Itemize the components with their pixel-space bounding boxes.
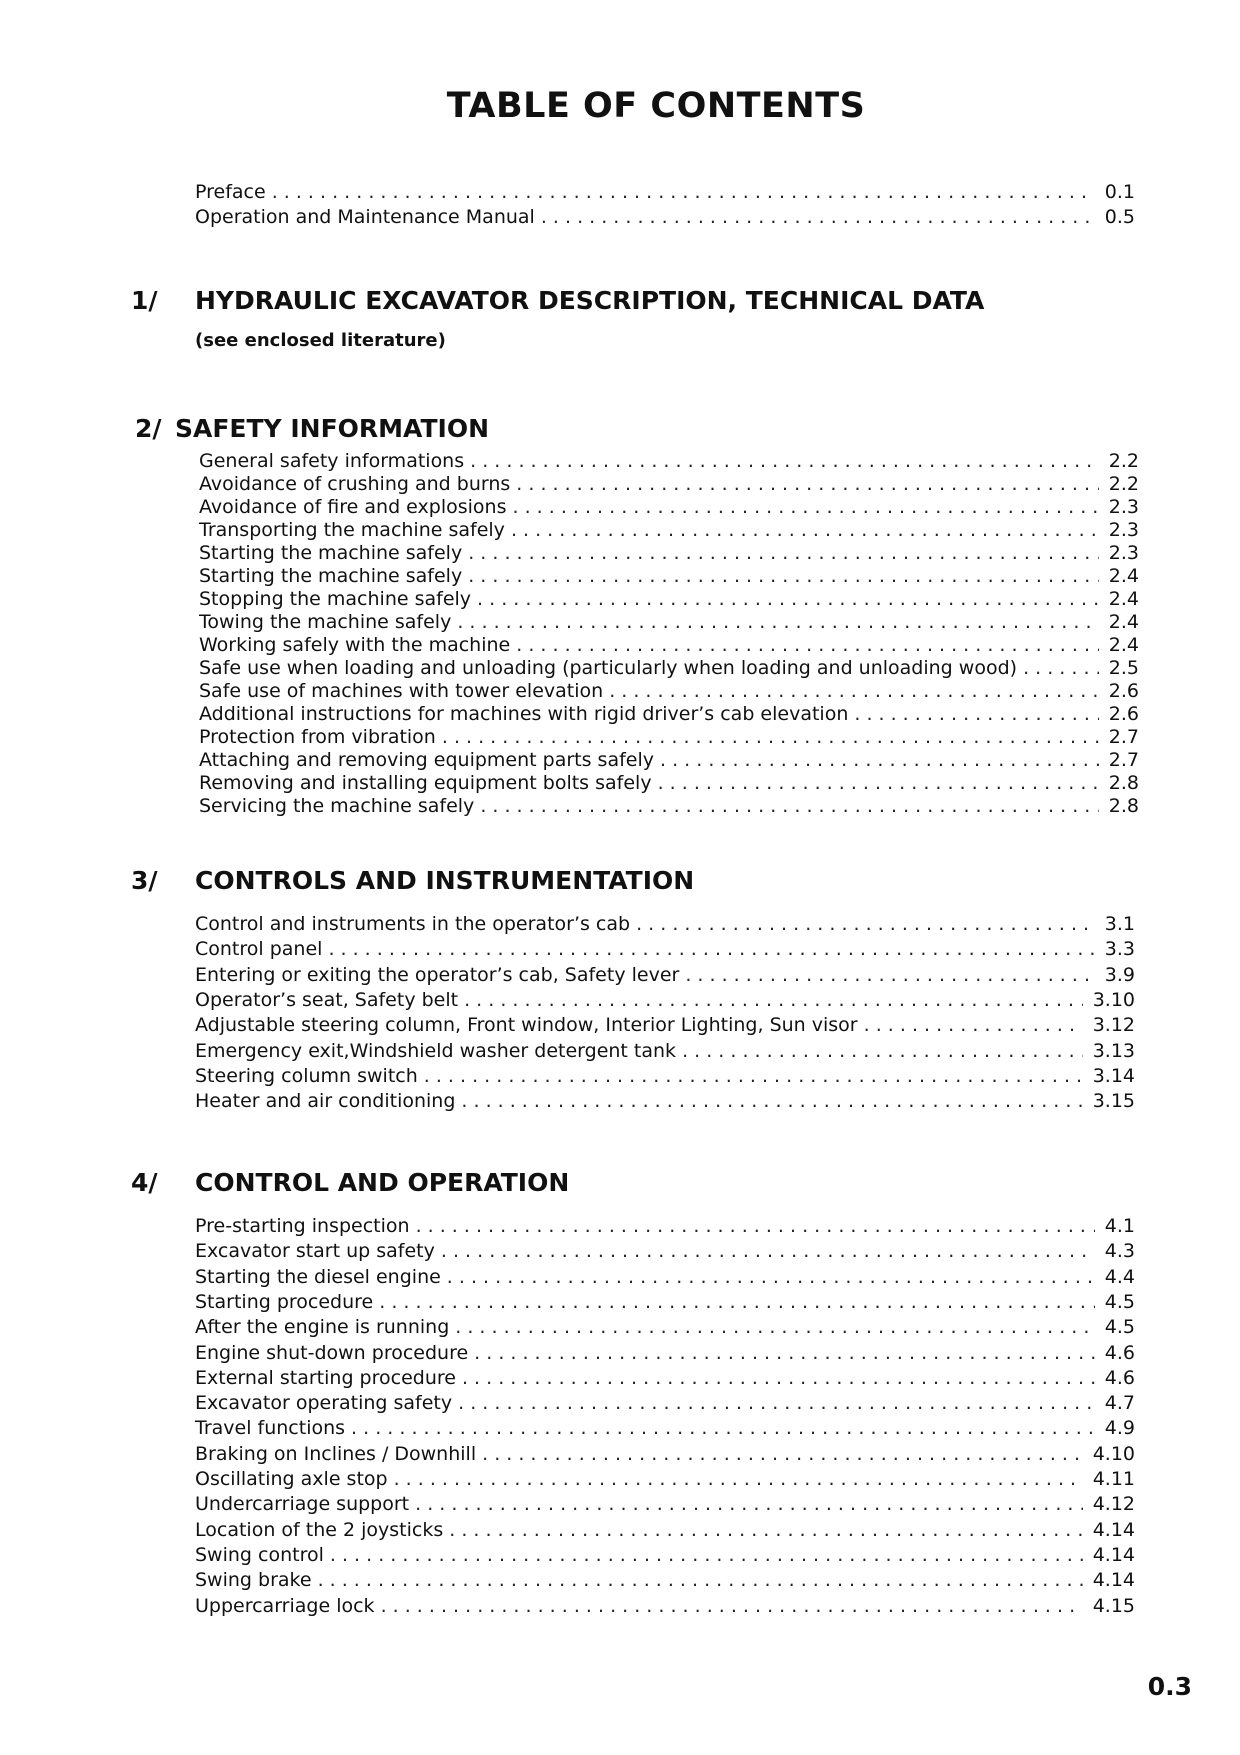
entry-label: Steering column switch — [195, 1064, 418, 1087]
leader-dots — [516, 473, 1099, 496]
leader-dots — [272, 181, 1095, 204]
entry-label: Towing the machine safely — [199, 611, 452, 633]
toc-entry[interactable] — [199, 634, 1139, 657]
entry-page: 2.2 — [1108, 473, 1139, 495]
entry-label: Swing control — [195, 1543, 324, 1566]
section-1-note: (see enclosed literature) — [195, 330, 446, 351]
leader-dots — [330, 1544, 1083, 1567]
toc-entry[interactable] — [195, 1014, 1135, 1037]
leader-dots — [442, 726, 1099, 749]
toc-entry[interactable] — [199, 772, 1139, 795]
toc-entry[interactable] — [199, 473, 1139, 496]
toc-entry[interactable] — [195, 1519, 1135, 1542]
entry-label: General safety informations — [199, 450, 465, 472]
entry-page: 4.3 — [1104, 1240, 1135, 1263]
toc-entry[interactable] — [195, 938, 1135, 961]
toc-entry[interactable] — [199, 450, 1139, 473]
entry-page: 2.8 — [1108, 795, 1139, 817]
entry-label: Attaching and removing equipment parts safely — [199, 749, 654, 771]
entry-page: 2.6 — [1108, 703, 1139, 725]
entry-page: 4.9 — [1104, 1417, 1135, 1440]
leader-dots — [461, 1090, 1082, 1113]
entry-label: Pre-starting inspection — [195, 1215, 410, 1237]
section-1-number: 1/ — [131, 286, 158, 315]
toc-entry[interactable] — [195, 1417, 1135, 1440]
entry-page: 2.7 — [1108, 749, 1139, 771]
entry-label: Safe use of machines with tower elevation — [199, 680, 604, 702]
entry-page: 3.15 — [1092, 1090, 1135, 1113]
leader-dots — [660, 749, 1099, 772]
toc-entry-preface[interactable] — [195, 181, 1135, 204]
toc-entry[interactable] — [195, 1065, 1135, 1088]
leader-dots — [381, 1595, 1083, 1618]
entry-label: Operator’s seat, Safety belt — [195, 988, 459, 1011]
leader-dots — [468, 542, 1099, 565]
entry-page: 2.4 — [1108, 565, 1139, 587]
leader-dots — [477, 588, 1099, 611]
toc-entry[interactable] — [199, 795, 1139, 818]
entry-label: Location of the 2 joysticks — [195, 1518, 444, 1541]
section-2-title[interactable]: SAFETY INFORMATION — [175, 414, 489, 443]
entry-page: 0.5 — [1104, 206, 1135, 228]
leader-dots — [609, 680, 1099, 703]
entry-page: 4.5 — [1104, 1290, 1135, 1313]
section-4-title[interactable]: CONTROL AND OPERATION — [195, 1168, 570, 1197]
entry-page: 4.14 — [1092, 1569, 1135, 1592]
toc-entry[interactable] — [199, 611, 1139, 634]
toc-entry[interactable] — [199, 680, 1139, 703]
toc-entry[interactable] — [199, 565, 1139, 588]
toc-entry[interactable] — [195, 989, 1135, 1012]
entry-label: Preface — [195, 181, 266, 203]
entry-label: After the engine is running — [195, 1316, 450, 1339]
section-3-title[interactable]: CONTROLS AND INSTRUMENTATION — [195, 866, 695, 895]
entry-page: 4.15 — [1092, 1594, 1135, 1617]
entry-page: 4.4 — [1104, 1265, 1135, 1288]
toc-entry[interactable] — [199, 657, 1139, 680]
entry-page: 4.5 — [1104, 1316, 1135, 1339]
entry-label: Servicing the machine safely — [199, 795, 475, 817]
leader-dots — [379, 1291, 1095, 1314]
toc-entry-operation-manual[interactable] — [195, 206, 1135, 229]
leader-dots — [470, 450, 1099, 473]
entry-page: 4.1 — [1104, 1215, 1135, 1237]
entry-page: 4.10 — [1092, 1442, 1135, 1465]
leader-dots — [416, 1215, 1095, 1238]
leader-dots — [482, 1443, 1083, 1466]
toc-entry[interactable] — [195, 1266, 1135, 1289]
leader-dots — [458, 1392, 1095, 1415]
entry-label: Adjustable steering column, Front window, Interior Lighting, Sun visor — [195, 1014, 858, 1037]
entry-label: External starting procedure — [195, 1366, 456, 1389]
entry-page: 2.4 — [1108, 588, 1139, 610]
entry-label: Travel functions — [195, 1417, 346, 1440]
entry-label: Excavator operating safety — [195, 1392, 453, 1415]
entry-label: Braking on Inclines / Downhill — [195, 1442, 477, 1465]
leader-dots — [351, 1417, 1095, 1440]
toc-entry[interactable] — [195, 1392, 1135, 1415]
toc-entry[interactable] — [195, 1090, 1135, 1113]
entry-page: 4.6 — [1104, 1341, 1135, 1364]
leader-dots — [449, 1519, 1082, 1542]
leader-dots — [394, 1468, 1083, 1491]
toc-entry[interactable] — [195, 1595, 1135, 1618]
section-1-title[interactable]: HYDRAULIC EXCAVATOR DESCRIPTION, TECHNICAL DATA — [195, 286, 985, 315]
section-3-number: 3/ — [131, 866, 158, 895]
entry-label: Excavator start up safety — [195, 1240, 435, 1263]
leader-dots — [516, 634, 1099, 657]
entry-label: Entering or exiting the operator’s cab, Safety lever — [195, 963, 680, 986]
entry-page: 3.14 — [1092, 1064, 1135, 1087]
leader-dots — [441, 1240, 1095, 1263]
toc-entry[interactable] — [195, 1468, 1135, 1491]
entry-label: Emergency exit,Windshield washer detergent tank — [195, 1039, 677, 1062]
section-4-number: 4/ — [131, 1168, 158, 1197]
entry-page: 2.3 — [1108, 542, 1139, 564]
entry-page: 2.8 — [1108, 772, 1139, 794]
entry-page: 2.3 — [1108, 519, 1139, 541]
entry-page: 4.7 — [1104, 1392, 1135, 1415]
toc-entry[interactable] — [195, 1544, 1135, 1567]
toc-entry[interactable] — [199, 726, 1139, 749]
leader-dots — [424, 1065, 1083, 1088]
entry-label: Engine shut-down procedure — [195, 1341, 469, 1364]
entry-label: Starting the machine safely — [199, 565, 463, 587]
entry-page: 3.9 — [1104, 963, 1135, 986]
leader-dots — [468, 565, 1099, 588]
toc-entry[interactable] — [195, 1316, 1135, 1339]
toc-entry[interactable] — [195, 1493, 1135, 1516]
toc-entry[interactable] — [199, 588, 1139, 611]
entry-label: Avoidance of crushing and burns — [199, 473, 511, 495]
toc-entry[interactable] — [195, 1342, 1135, 1365]
leader-dots — [682, 1040, 1083, 1063]
entry-label: Uppercarriage lock — [195, 1594, 375, 1617]
leader-dots — [464, 989, 1083, 1012]
leader-dots — [415, 1493, 1083, 1516]
leader-dots — [864, 1014, 1083, 1037]
toc-entry[interactable] — [195, 1569, 1135, 1592]
entry-label: Heater and air conditioning — [195, 1090, 456, 1113]
entry-page: 4.6 — [1104, 1366, 1135, 1389]
entry-page: 4.12 — [1092, 1493, 1135, 1516]
page-number: 0.3 — [1147, 1672, 1192, 1701]
entry-label: Avoidance of fire and explosions — [199, 496, 507, 518]
leader-dots — [658, 772, 1099, 795]
leader-dots — [447, 1266, 1095, 1289]
toc-entry[interactable] — [195, 1215, 1135, 1238]
entry-label: Starting procedure — [195, 1290, 374, 1313]
leader-dots — [1023, 657, 1099, 680]
entry-page: 3.12 — [1092, 1014, 1135, 1037]
entry-label: Oscillating axle stop — [195, 1468, 388, 1490]
entry-label: Control and instruments in the operator’s cab — [195, 913, 631, 935]
toc-entry[interactable] — [195, 1240, 1135, 1263]
entry-page: 4.11 — [1092, 1468, 1135, 1490]
entry-label: Working safely with the machine — [199, 634, 511, 656]
entry-label: Undercarriage support — [195, 1493, 410, 1516]
entry-label: Additional instructions for machines with rigid driver’s cab elevation — [199, 703, 849, 725]
leader-dots — [511, 519, 1099, 542]
entry-page: 2.7 — [1108, 726, 1139, 748]
entry-page: 0.1 — [1104, 181, 1135, 203]
page-title: TABLE OF CONTENTS — [446, 86, 866, 126]
toc-entry[interactable] — [195, 1443, 1135, 1466]
leader-dots — [457, 611, 1098, 634]
entry-page: 2.4 — [1108, 634, 1139, 656]
entry-page: 2.6 — [1108, 680, 1139, 702]
entry-page: 3.1 — [1104, 913, 1135, 935]
entry-label: Protection from vibration — [199, 726, 436, 748]
toc-entry[interactable] — [195, 1367, 1135, 1390]
entry-page: 2.2 — [1108, 450, 1139, 472]
entry-page: 2.4 — [1108, 611, 1139, 633]
toc-entry[interactable] — [199, 542, 1139, 565]
toc-entry[interactable] — [195, 913, 1135, 936]
leader-dots — [854, 703, 1098, 726]
toc-entry[interactable] — [195, 1291, 1135, 1314]
entry-label: Transporting the machine safely — [199, 519, 505, 541]
entry-label: Control panel — [195, 938, 323, 961]
entry-label: Removing and installing equipment bolts safely — [199, 772, 652, 794]
entry-label: Stopping the machine safely — [199, 588, 472, 610]
leader-dots — [328, 938, 1094, 961]
entry-page: 2.5 — [1108, 657, 1139, 679]
toc-entry[interactable] — [195, 964, 1135, 987]
leader-dots — [455, 1316, 1095, 1339]
leader-dots — [480, 795, 1098, 818]
entry-page: 3.13 — [1092, 1039, 1135, 1062]
entry-label: Starting the machine safely — [199, 542, 463, 564]
entry-label: Safe use when loading and unloading (particularly when loading and unloading wood) — [199, 657, 1018, 679]
entry-label: Swing brake — [195, 1569, 312, 1592]
entry-label: Operation and Maintenance Manual — [195, 206, 535, 228]
leader-dots — [513, 496, 1099, 519]
entry-label: Starting the diesel engine — [195, 1265, 441, 1288]
leader-dots — [541, 206, 1095, 229]
entry-page: 4.14 — [1092, 1518, 1135, 1541]
entry-page: 4.14 — [1092, 1543, 1135, 1566]
leader-dots — [685, 964, 1094, 987]
section-2-number: 2/ — [135, 414, 162, 443]
entry-page: 3.3 — [1104, 938, 1135, 961]
toc-entry[interactable] — [199, 496, 1139, 519]
leader-dots — [318, 1569, 1083, 1592]
leader-dots — [474, 1342, 1095, 1365]
leader-dots — [636, 913, 1095, 936]
toc-entry[interactable] — [199, 749, 1139, 772]
entry-page: 2.3 — [1108, 496, 1139, 518]
toc-entry[interactable] — [195, 1040, 1135, 1063]
leader-dots — [462, 1367, 1095, 1390]
toc-entry[interactable] — [199, 519, 1139, 542]
toc-entry[interactable] — [199, 703, 1139, 726]
entry-page: 3.10 — [1092, 988, 1135, 1011]
